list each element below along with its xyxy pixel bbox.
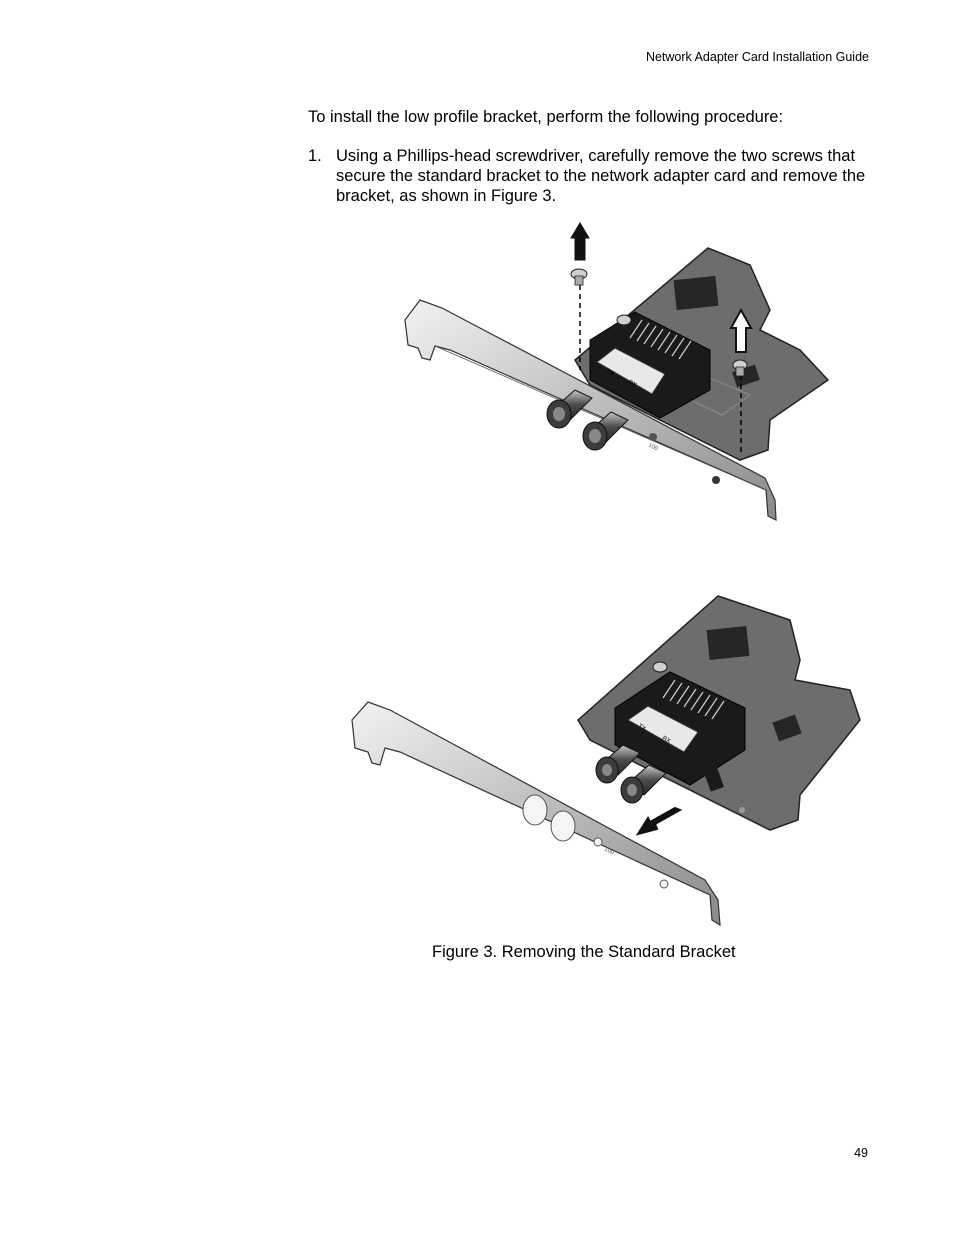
connector-hole-2 (551, 811, 575, 841)
card-with-bracket-attached (405, 223, 828, 520)
figure-caption: Figure 3. Removing the Standard Bracket (432, 943, 736, 961)
chip (674, 276, 719, 310)
intro-paragraph: To install the low profile bracket, perform the following procedure: (308, 108, 784, 126)
led-hole (649, 433, 657, 441)
page-number: 49 (854, 1146, 868, 1160)
rx-label: RX (627, 379, 638, 389)
board-standoff (617, 315, 631, 325)
figure-bracket-removal (330, 220, 870, 940)
bracket-hole (712, 476, 720, 484)
bracket-hole-2 (660, 880, 668, 888)
arrow-down-left-icon (638, 808, 680, 834)
led-hole-2 (594, 838, 602, 846)
tx-label: TX (605, 368, 615, 378)
st-connector-right-2 (621, 765, 666, 803)
board-standoff-2 (653, 662, 667, 672)
speed-label: 100 (647, 442, 659, 453)
step-text: Using a Phillips-head screwdriver, carefully remove the two screws that secure the standard bracket to the network adapter card and remove the bracket, as shown in Figure 3. (336, 147, 866, 205)
running-header: Network Adapter Card Installation Guide (645, 50, 869, 64)
tx-label-2: TX (637, 723, 647, 733)
screw-left (571, 269, 587, 285)
card-with-bracket-removed (352, 596, 860, 925)
connector-hole-1 (523, 795, 547, 825)
chip-2 (707, 626, 750, 660)
st-connector-right (583, 412, 628, 450)
speed-label-2: 100 (603, 846, 615, 857)
arrow-up-icon (571, 223, 589, 260)
rx-label-2: RX (661, 735, 672, 745)
step-1 (308, 146, 868, 206)
step-number: 1. (308, 147, 322, 165)
